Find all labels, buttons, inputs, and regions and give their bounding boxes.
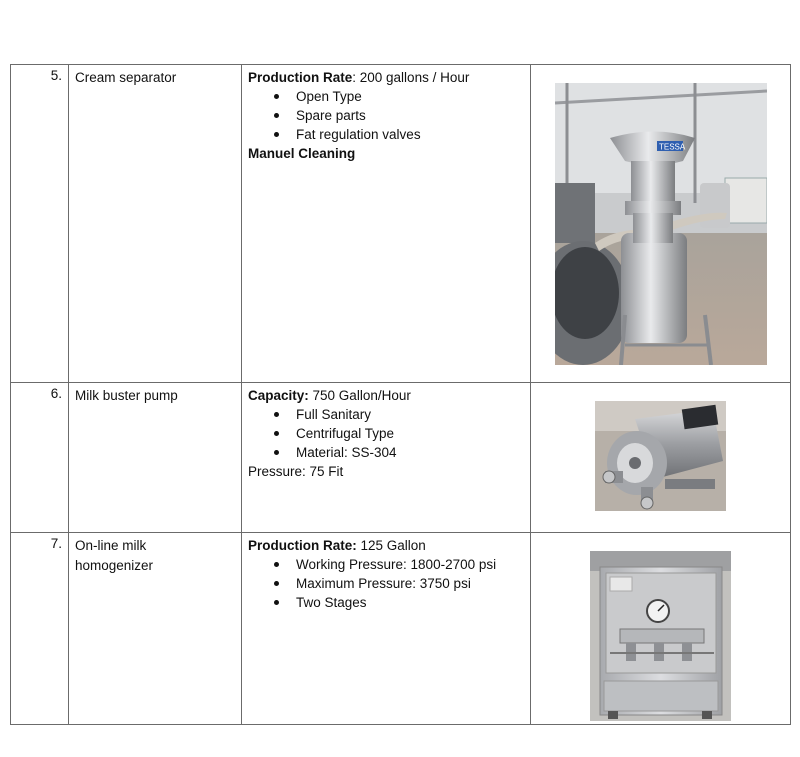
spec-value: : 200 gallons / Hour [352, 70, 470, 85]
list-item: Working Pressure: 1800-2700 psi [296, 555, 524, 574]
spec-label: Production Rate [248, 70, 353, 85]
spec-bullets [248, 405, 524, 462]
item-photo-cell [531, 65, 791, 383]
list-item: Fat regulation valves [296, 125, 524, 144]
spec-value: 750 Gallon/Hour [308, 388, 411, 403]
spec-footer: Pressure: 75 Fit [248, 464, 344, 479]
spec-label: Production Rate: [248, 538, 357, 553]
spec-bullets [248, 87, 524, 144]
item-photo-cell [531, 533, 791, 725]
list-item: Two Stages [296, 593, 524, 612]
item-name: Milk buster pump [69, 383, 242, 533]
list-item: Full Sanitary [296, 405, 524, 424]
item-photo-cell [531, 383, 791, 533]
table-row [11, 533, 791, 725]
item-spec [242, 65, 531, 383]
homogenizer-photo [590, 551, 731, 721]
table-row [11, 383, 791, 533]
item-number: 7. [11, 533, 69, 725]
list-item: Open Type [296, 87, 524, 106]
list-item: Centrifugal Type [296, 424, 524, 443]
equipment-spec-table [10, 64, 791, 725]
list-item: Spare parts [296, 106, 524, 125]
item-spec [242, 383, 531, 533]
item-name [69, 533, 242, 725]
spec-value: 125 Gallon [356, 538, 426, 553]
item-spec [242, 533, 531, 725]
spec-footer: Manuel Cleaning [248, 146, 356, 161]
tessa-logo: TESSA [658, 142, 685, 152]
item-number: 6. [11, 383, 69, 533]
list-item: Maximum Pressure: 3750 psi [296, 574, 524, 593]
table-row [11, 65, 791, 383]
cream-separator-photo [555, 83, 767, 365]
spec-label: Capacity: [248, 388, 309, 403]
centrifugal-pump-photo [595, 401, 726, 511]
item-name-line: On-line milk [75, 538, 147, 553]
list-item: Material: SS-304 [296, 443, 524, 462]
spec-bullets [248, 555, 524, 612]
item-name: Cream separator [69, 65, 242, 383]
item-name-line: homogenizer [75, 558, 154, 573]
item-number: 5. [11, 65, 69, 383]
